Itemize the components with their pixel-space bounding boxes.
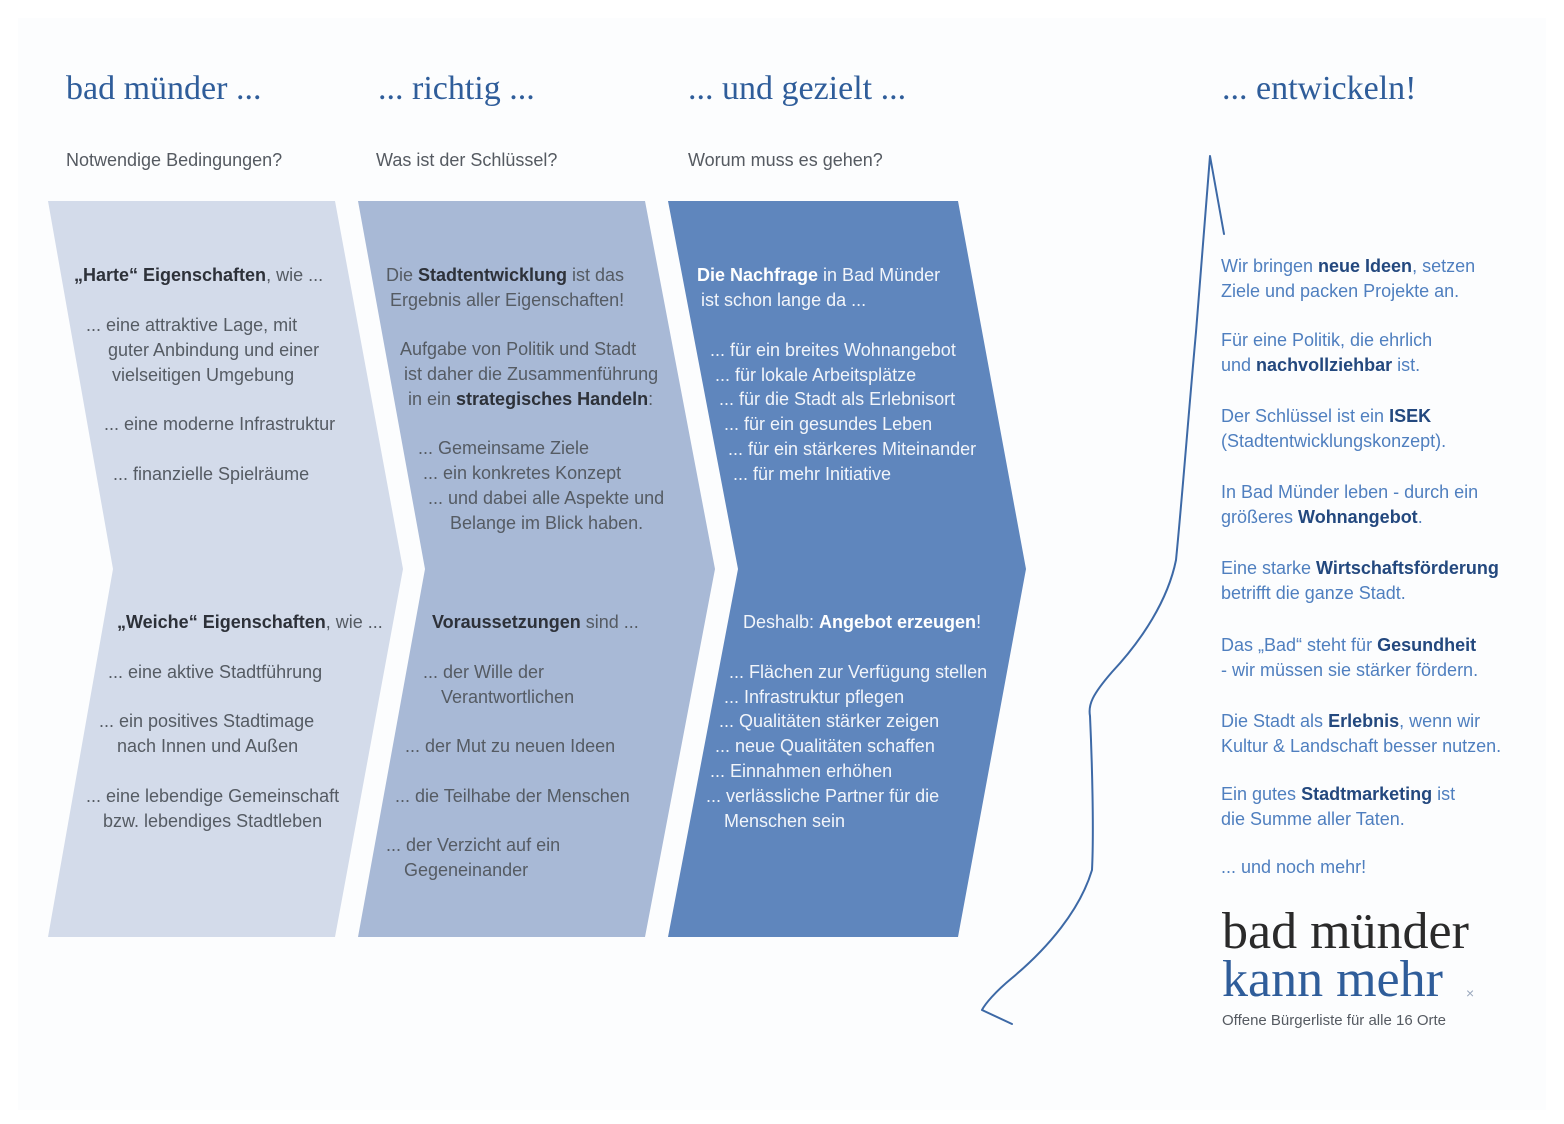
list-item: ... eine aktive Stadtführung xyxy=(108,662,323,682)
list-item: ... Qualitäten stärker zeigen xyxy=(719,711,940,731)
statement-stadtmarketing: Ein gutes Stadtmarketing ist xyxy=(1221,784,1456,804)
list-item: Belange im Blick haben. xyxy=(450,513,644,533)
logo-tagline: Offene Bürgerliste für alle 16 Orte xyxy=(1222,1012,1447,1029)
statement-politik: Für eine Politik, die ehrlich xyxy=(1221,330,1433,350)
list-item: ... der Mut zu neuen Ideen xyxy=(405,736,616,756)
list-item: Gegeneinander xyxy=(404,860,529,880)
list-item: ... die Teilhabe der Menschen xyxy=(395,786,630,806)
list-item: ... Einnahmen erhöhen xyxy=(710,761,893,781)
statement-wohnangebot-line2: größeres Wohnangebot. xyxy=(1221,507,1423,527)
list-item: Menschen sein xyxy=(724,811,846,831)
aufgabe-line1: Aufgabe von Politik und Stadt xyxy=(400,339,637,359)
question-worum: Worum muss es gehen? xyxy=(688,150,883,170)
list-item: ... der Wille der xyxy=(423,662,545,682)
list-item: ... für die Stadt als Erlebnisort xyxy=(719,389,956,409)
statement-wohnangebot: In Bad Münder leben - durch ein xyxy=(1221,482,1479,502)
list-item: nach Innen und Außen xyxy=(117,736,299,756)
statement-gesundheit: Das „Bad“ steht für Gesundheit xyxy=(1221,635,1477,655)
list-item: ... eine attraktive Lage, mit xyxy=(86,315,298,335)
statement-stadtmarketing-line2: die Summe aller Taten. xyxy=(1221,809,1405,829)
statement-neue-ideen-line2: Ziele und packen Projekte an. xyxy=(1221,281,1460,301)
list-item: ... Infrastruktur pflegen xyxy=(724,687,905,707)
statement-isek: Der Schlüssel ist ein ISEK xyxy=(1221,406,1432,426)
question-schluessel: Was ist der Schlüssel? xyxy=(376,150,558,170)
weiche-eigenschaften-title: „Weiche“ Eigenschaften, wie ... xyxy=(117,612,383,632)
statement-isek-line2: (Stadtentwicklungskonzept). xyxy=(1221,431,1447,451)
list-item: ... für mehr Initiative xyxy=(733,464,892,484)
list-item: ... ein konkretes Konzept xyxy=(423,463,622,483)
logo-line1: bad münder xyxy=(1222,903,1469,960)
statement-erlebnis: Die Stadt als Erlebnis, wenn wir xyxy=(1221,711,1481,731)
nachfrage-intro-line2: ist schon lange da ... xyxy=(701,290,867,310)
heading-richtig: ... richtig ... xyxy=(378,70,535,107)
list-item: ... für ein gesundes Leben xyxy=(724,414,933,434)
list-item: vielseitigen Umgebung xyxy=(112,365,295,385)
list-item: ... für lokale Arbeitsplätze xyxy=(715,365,917,385)
stadtentwicklung-intro-line2: Ergebnis aller Eigenschaften! xyxy=(390,290,625,310)
statement-neue-ideen: Wir bringen neue Ideen, setzen xyxy=(1221,256,1476,276)
list-item: ... Flächen zur Verfügung stellen xyxy=(729,662,988,682)
voraussetzungen-title: Voraussetzungen sind ... xyxy=(432,612,639,632)
logo-mark-icon: × xyxy=(1466,985,1475,1001)
list-item: ... Gemeinsame Ziele xyxy=(418,438,590,458)
statement-wirtschaft-line2: betrifft die ganze Stadt. xyxy=(1221,583,1406,603)
list-item: ... für ein breites Wohnangebot xyxy=(710,340,956,360)
list-item: ... verlässliche Partner für die xyxy=(706,786,940,806)
list-item: ... und dabei alle Aspekte und xyxy=(428,488,665,508)
question-bedingungen: Notwendige Bedingungen? xyxy=(66,150,283,170)
statement-gesundheit-line2: - wir müssen sie stärker fördern. xyxy=(1221,660,1479,680)
deshalb-title: Deshalb: Angebot erzeugen! xyxy=(743,612,982,632)
list-item: bzw. lebendiges Stadtleben xyxy=(103,811,323,831)
list-item: Verantwortlichen xyxy=(441,687,575,707)
list-item: ... eine lebendige Gemeinschaft xyxy=(86,786,340,806)
statement-noch-mehr: ... und noch mehr! xyxy=(1221,857,1367,877)
logo-line2: kann mehr xyxy=(1222,951,1443,1008)
list-item: guter Anbindung und einer xyxy=(108,340,320,360)
stadtentwicklung-intro: Die Stadtentwicklung ist das xyxy=(386,265,625,285)
statement-politik-line2: und nachvollziehbar ist. xyxy=(1221,355,1421,375)
list-item: ... ein positives Stadtimage xyxy=(99,711,315,731)
list-item: ... der Verzicht auf ein xyxy=(386,835,561,855)
aufgabe-line3: in ein strategisches Handeln: xyxy=(408,389,654,409)
list-item: ... neue Qualitäten schaffen xyxy=(715,736,935,756)
list-item: ... eine moderne Infrastruktur xyxy=(104,414,336,434)
list-item: ... finanzielle Spielräume xyxy=(113,464,310,484)
heading-bad-muender: bad münder ... xyxy=(66,70,262,107)
harte-eigenschaften-title: „Harte“ Eigenschaften, wie ... xyxy=(74,265,324,285)
nachfrage-intro: Die Nachfrage in Bad Münder xyxy=(697,265,941,285)
heading-und-gezielt: ... und gezielt ... xyxy=(688,70,907,107)
aufgabe-line2: ist daher die Zusammenführung xyxy=(404,364,659,384)
heading-entwickeln: ... entwickeln! xyxy=(1222,70,1417,107)
statement-erlebnis-line2: Kultur & Landschaft besser nutzen. xyxy=(1221,736,1502,756)
list-item: ... für ein stärkeres Miteinander xyxy=(728,439,977,459)
statement-wirtschaft: Eine starke Wirtschaftsförderung xyxy=(1221,558,1499,578)
